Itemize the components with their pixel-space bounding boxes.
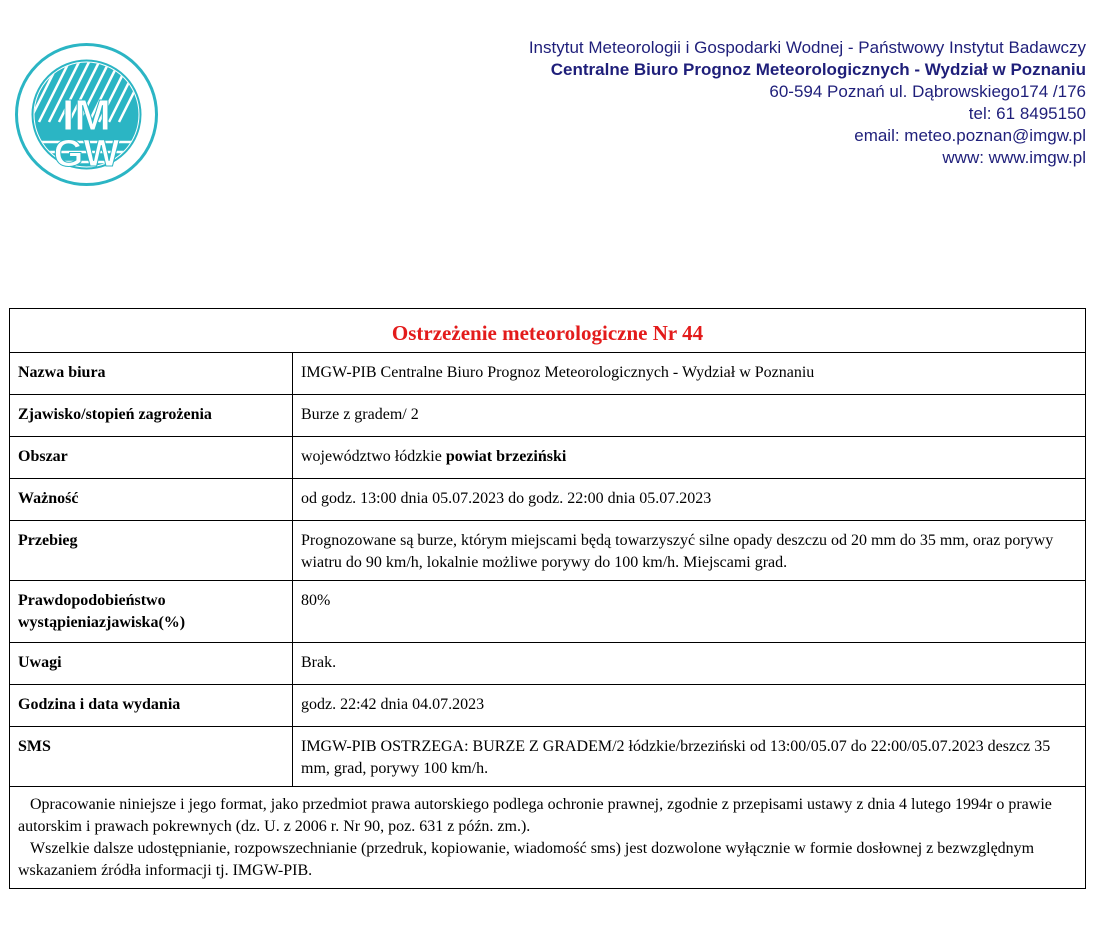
table-row — [10, 685, 1086, 727]
course-label: Przebieg — [10, 521, 293, 581]
office-label: Nazwa biura — [10, 353, 293, 395]
logo-text-bottom: GW — [53, 133, 120, 175]
imgw-logo-icon — [14, 42, 159, 187]
course-value: Prognozowane są burze, którym miejscami będą towarzyszyć silne opady deszczu od 20 mm do 35 mm, oraz porywy wiatru do 90 km/h, lokalnie możliwe porywy do 100 km/h. Miejscami grad. — [293, 521, 1086, 581]
copyright-notice: Opracowanie niniejsze i jego format, jako przedmiot prawa autorskiego podlega ochronie prawnej, zgodnie z przepisami ustawy z dnia 4 lutego 1994r o prawie autorskim i prawach pokrewnych (dz. U. z 2006 r. Nr 90, poz. 631 z późn. zm.). — [18, 796, 1052, 835]
probability-label — [10, 581, 293, 643]
institute-name: Instytut Meteorologii i Gospodarki Wodnej - Państwowy Instytut Badawczy — [528, 38, 1086, 57]
remarks-label: Uwagi — [10, 643, 293, 685]
office-value: IMGW-PIB Centralne Biuro Prognoz Meteorologicznych - Wydział w Poznaniu — [293, 353, 1086, 395]
office-address: 60-594 Poznań ul. Dąbrowskiego174 /176 — [769, 82, 1086, 101]
area-county: powiat brzeziński — [445, 448, 567, 465]
area-region: województwo łódzkie — [301, 448, 442, 465]
office-email[interactable]: email: meteo.poznan@imgw.pl — [854, 126, 1086, 145]
table-row — [10, 727, 1086, 787]
copyright-footer — [10, 787, 1086, 889]
phenomenon-value: Burze z gradem/ 2 — [293, 395, 1086, 437]
sms-label: SMS — [10, 727, 293, 787]
phenomenon-label: Zjawisko/stopień zagrożenia — [10, 395, 293, 437]
warning-table — [9, 308, 1086, 889]
warning-title: Ostrzeżenie meteorologiczne Nr 44 — [10, 309, 1086, 353]
distribution-notice: Wszelkie dalsze udostępnianie, rozpowszechnianie (przedruk, kopiowanie, wiadomość sms) jest dozwolone wyłącznie w formie dosłownej z bezwzględnym wskazaniem źródła informacji tj. IMGW-PIB. — [18, 840, 1035, 879]
table-row — [10, 521, 1086, 581]
table-row — [10, 643, 1086, 685]
remarks-value: Brak. — [293, 643, 1086, 685]
validity-label: Ważność — [10, 479, 293, 521]
issued-value: godz. 22:42 dnia 04.07.2023 — [293, 685, 1086, 727]
logo-text-top: IM — [62, 91, 111, 140]
office-name: Centralne Biuro Prognoz Meteorologicznych - Wydział w Poznaniu — [550, 60, 1086, 79]
table-row — [10, 395, 1086, 437]
area-label: Obszar — [10, 437, 293, 479]
table-row — [10, 581, 1086, 643]
validity-value: od godz. 13:00 dnia 05.07.2023 do godz. 22:00 dnia 05.07.2023 — [293, 479, 1086, 521]
probability-label-line2: wystąpieniazjawiska(%) — [18, 614, 186, 631]
table-row — [10, 479, 1086, 521]
area-value — [293, 437, 1086, 479]
table-row — [10, 787, 1086, 889]
probability-label-line1: Prawdopodobieństwo — [18, 592, 166, 609]
imgw-logo — [14, 42, 159, 187]
issued-label: Godzina i data wydania — [10, 685, 293, 727]
office-phone: tel: 61 8495150 — [968, 104, 1086, 123]
probability-value: 80% — [293, 581, 1086, 643]
institute-header — [529, 37, 1086, 169]
office-website[interactable]: www: www.imgw.pl — [942, 148, 1086, 167]
table-row — [10, 353, 1086, 395]
table-row — [10, 437, 1086, 479]
sms-value: IMGW-PIB OSTRZEGA: BURZE Z GRADEM/2 łódzkie/brzeziński od 13:00/05.07 do 22:00/05.07.2023 deszcz 35 mm, grad, porywy 100 km/h. — [293, 727, 1086, 787]
